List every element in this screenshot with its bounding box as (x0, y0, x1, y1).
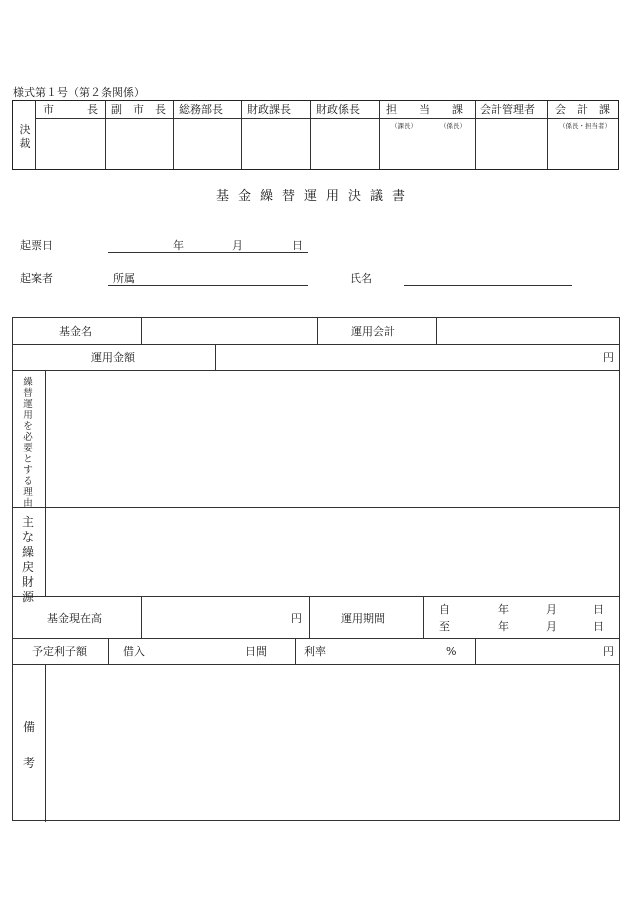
name-field[interactable] (404, 285, 572, 286)
period-from-year-unit: 年 (498, 603, 509, 616)
percent-unit: % (446, 645, 457, 658)
form-number: 様式第１号（第２条関係） (13, 86, 145, 99)
approval-sub-section-head: （課長） (391, 122, 417, 130)
approval-divider (241, 101, 242, 169)
approval-header-accounting: 会 計 課 (555, 103, 610, 116)
drafter-label: 起案者 (20, 272, 53, 285)
borrow-days-field[interactable] (147, 639, 242, 663)
table-row-line (13, 596, 619, 597)
approval-header-general-affairs: 総務部長 (179, 103, 223, 116)
rate-field[interactable] (331, 639, 441, 663)
fund-name-label: 基金名 (59, 325, 92, 338)
remarks-label-top: 備 (23, 720, 36, 734)
interest-yen-unit: 円 (603, 645, 614, 658)
period-from-month-unit: 月 (546, 603, 557, 616)
approval-header-deputy-mayor: 副 市 長 (111, 103, 166, 116)
approval-row-label: 決裁 (19, 123, 31, 150)
reason-label: 繰替運用を必要とする理由 (23, 377, 33, 509)
source-field[interactable] (46, 508, 618, 595)
approval-header-line (35, 118, 618, 119)
interest-amount-field[interactable] (476, 639, 596, 663)
approval-divider (379, 101, 380, 169)
account-field[interactable] (437, 319, 617, 343)
approval-divider (173, 101, 174, 169)
amount-label: 運用金額 (91, 351, 135, 364)
approval-header-mayor: 市 長 (43, 103, 98, 116)
approval-header-finance-director: 財政課長 (247, 103, 291, 116)
remarks-field[interactable] (46, 665, 618, 820)
amount-field[interactable] (216, 345, 596, 369)
approval-table (12, 100, 619, 170)
affiliation-label: 所属 (113, 272, 135, 285)
period-to-label: 至 (439, 620, 450, 633)
period-to-day-unit: 日 (593, 620, 604, 633)
document-title: 基金繰替運用決議書 (215, 189, 414, 204)
approval-header-finance-chief: 財政係長 (316, 103, 360, 116)
interest-label: 予定利子額 (32, 645, 87, 658)
period-from-label: 自 (439, 603, 450, 616)
period-to-year-unit: 年 (498, 620, 509, 633)
account-label: 運用会計 (351, 325, 395, 338)
name-label: 氏名 (350, 272, 372, 285)
approval-sub-accounting-staff: （係長・担当者） (559, 122, 611, 130)
draft-day-unit: 日 (292, 239, 303, 252)
affiliation-field[interactable] (108, 285, 308, 286)
table-col-line (295, 638, 296, 664)
approval-header-section: 担 当 課 (386, 103, 463, 116)
period-from-day-unit: 日 (593, 603, 604, 616)
period-label: 運用期間 (341, 612, 385, 625)
approval-divider (547, 101, 548, 169)
amount-yen-unit: 円 (603, 351, 614, 364)
draft-date-label: 起票日 (20, 239, 53, 252)
approval-divider (35, 101, 36, 169)
balance-yen-unit: 円 (291, 612, 302, 625)
draft-year-unit: 年 (173, 239, 184, 252)
table-col-line (309, 596, 310, 638)
rate-label: 利率 (304, 645, 326, 658)
approval-header-accountant: 会計管理者 (480, 103, 535, 116)
table-col-line (317, 318, 318, 344)
approval-divider (475, 101, 476, 169)
fund-name-field[interactable] (142, 319, 316, 343)
balance-label: 基金現在高 (47, 612, 102, 625)
borrow-label: 借入 (123, 645, 145, 658)
fund-table (12, 317, 620, 821)
approval-sub-chief: （係長） (440, 122, 466, 130)
days-unit: 日間 (245, 645, 267, 658)
reason-field[interactable] (46, 371, 618, 506)
draft-date-field[interactable] (108, 252, 308, 253)
draft-month-unit: 月 (232, 239, 243, 252)
approval-divider (310, 101, 311, 169)
approval-divider (105, 101, 106, 169)
table-col-line (108, 638, 109, 664)
period-to-month-unit: 月 (546, 620, 557, 633)
source-label: 主な繰戻財源 (21, 515, 34, 604)
balance-field[interactable] (142, 597, 292, 637)
remarks-label-bottom: 考 (23, 756, 36, 770)
table-col-line (423, 596, 424, 638)
